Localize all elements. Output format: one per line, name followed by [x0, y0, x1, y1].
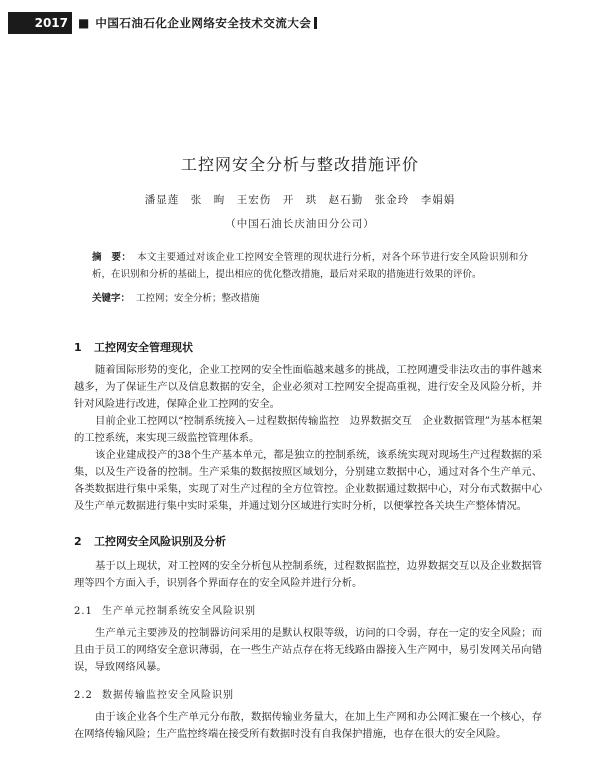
abstract-text: 本文主要通过对该企业工控网安全管理的现状进行分析，对各个环节进行安全风险识别和分析，在识别和分析的基础上，提出相应的优化整改措施，最后对采取的措施进行效果的评价。 — [92, 252, 528, 280]
subsection-heading — [74, 686, 234, 701]
subsection-number: 2.1 — [74, 606, 93, 617]
paragraph: 目前企业工控网以“控制系统接入－过程数据传输监控 边界数据交互 企业数据管理”为基本框架的工控系统，来实现三级监控管理体系。 — [74, 415, 542, 444]
journal-title: 中国石油石化企业网络安全技术交流大会 — [95, 16, 312, 30]
header-bullet-icon: ■ — [78, 16, 90, 30]
paragraph: 基于以上现状，对工控网的安全分析包从控制系统，过程数据监控，边界数据交互以及企业数据管理等四个方面入手，识别各个界面存在的安全风险并进行分析。 — [74, 560, 542, 589]
paper-title: 工控网安全分析与整改措施评价 — [180, 155, 419, 174]
keywords-text: 工控网；安全分析；整改措施 — [136, 293, 260, 304]
section-number: 2 — [74, 535, 82, 548]
section-heading — [74, 533, 226, 549]
keywords-label: 关键字： — [92, 293, 131, 304]
subsection-title: 数据传输监控安全风险识别 — [102, 690, 234, 701]
subsection-heading — [74, 602, 256, 617]
section-title: 工控网安全风险识别及分析 — [94, 535, 226, 548]
paragraph: 该企业建成投产的38个生产基本单元，都是独立的控制系统，该系统实现对现场生产过程数据的采集，以及生产设备的控制。生产采集的数据按照区域划分，分别建立数据中心，通过对各个生产单元、各类数据进行集中采集，实现了对生产过程的全方位管控。企业数据通过数据中心，对分布式数据中心及生产单元数据进行集中实时采集，并通过划分区域进行实时分析，以便掌控各关块生产整体情况。 — [74, 449, 542, 512]
paragraph: 由于该企业各个生产单元分布散，数据传输业务量大，在加上生产网和办公网汇聚在一个核心，存在网络传输风险；生产监控终端在接受所有数据时没有自我保护措施，也存在很大的安全风险。 — [74, 711, 542, 740]
keywords — [92, 290, 528, 304]
section-number: 1 — [74, 341, 82, 354]
paragraph: 生产单元主要涉及的控制器访问采用的是默认权限等级，访问的口令弱，存在一定的安全风险；而且由于员工的网络安全意识薄弱，在一些生产站点存在将无线路由器接入生产网中，易引发网关吊向错误，导致网络风暴。 — [74, 627, 542, 673]
running-header — [8, 12, 338, 34]
subsection-title: 生产单元控制系统安全风险识别 — [102, 606, 256, 617]
paragraph: 随着国际形势的变化，企业工控网的安全性面临越来越多的挑战，工控网遭受非法攻击的事件越来越多，为了保证生产以及信息数据的安全，企业必须对工控网安全提高重视，进行安全及风险分析，并针对风险进行改进，保障企业工控网的安全。 — [74, 364, 542, 410]
header-bar-icon — [314, 17, 317, 29]
page-number: 2017 — [34, 16, 68, 30]
affiliation: （中国石油长庆油田分公司） — [225, 218, 375, 230]
authors: 潘显莲 张 昫 王宏伤 开 珙 赵石勤 张金玲 李娟娟 — [144, 194, 456, 206]
page-number-box — [8, 12, 72, 34]
abstract-label: 摘 要： — [92, 252, 132, 263]
section-heading — [74, 339, 193, 355]
subsection-number: 2.2 — [74, 690, 93, 701]
section-title: 工控网安全管理现状 — [94, 341, 193, 354]
abstract — [92, 249, 528, 283]
